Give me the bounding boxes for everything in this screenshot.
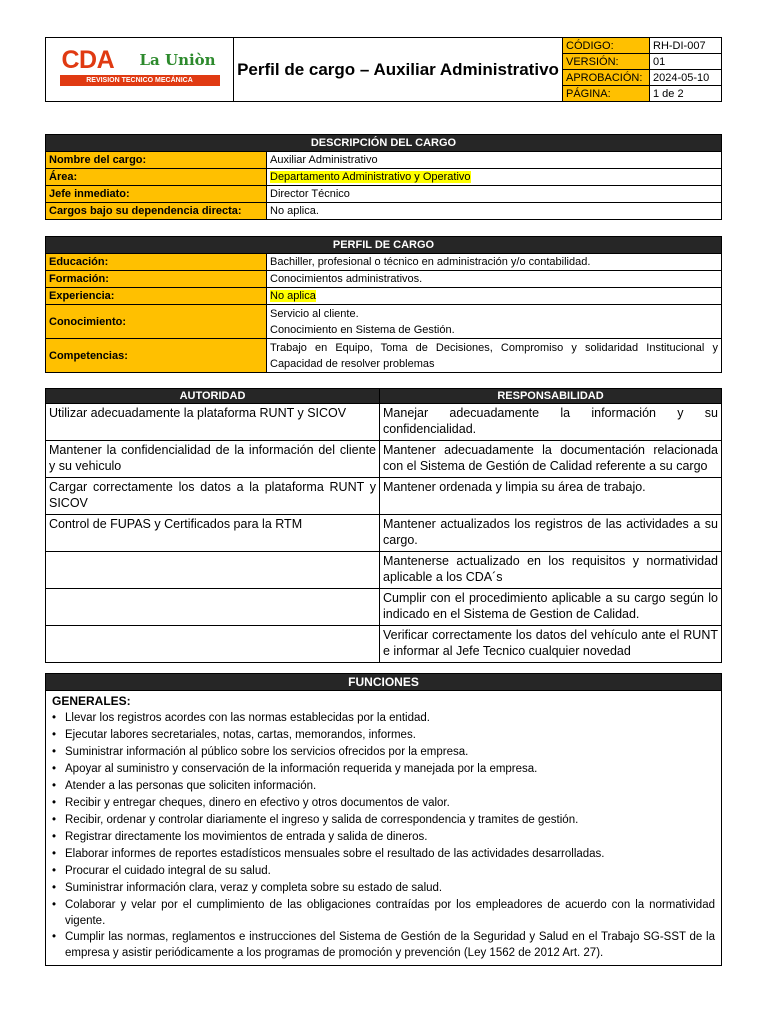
list-item: • Suministrar información al público sobre los servicios ofrecidos por la empresa.: [52, 744, 715, 761]
list-item: • Registrar directamente los movimientos de entrada y salida de dineros.: [52, 829, 715, 846]
list-item: • Atender a las personas que soliciten información.: [52, 778, 715, 795]
row-value-area-cell: [267, 169, 722, 186]
autoridad-cell: Utilizar adecuadamente la plataforma RUNT y SICOV: [46, 404, 380, 441]
perfil-heading: PERFIL DE CARGO: [46, 237, 722, 254]
row-label-area: Área:: [46, 169, 267, 186]
autoridad-cell: [46, 626, 380, 663]
responsabilidad-cell: Mantener actualizados los registros de las actividades a su cargo.: [380, 515, 722, 552]
list-item: • Colaborar y velar por el cumplimiento de las obligaciones contraídas por los empleadores de acuerdo con la normatividad vigente.: [52, 897, 715, 929]
table-row: [46, 441, 722, 478]
meta-value-version: 01: [650, 54, 722, 70]
responsabilidad-cell: Mantener adecuadamente la documentación relacionada con el Sistema de Gestión de Calidad referente a su cargo: [380, 441, 722, 478]
autoridad-heading: AUTORIDAD: [46, 389, 380, 404]
table-row: [46, 515, 722, 552]
logo-tagline: REVISION TECNICO MECÁNICA: [60, 75, 220, 86]
list-item: • Suministrar información clara, veraz y completa sobre su estado de salud.: [52, 880, 715, 897]
conocimiento-line-1: Servicio al cliente.: [270, 307, 359, 320]
list-item: • Ejecutar labores secretariales, notas, cartas, memorandos, informes.: [52, 727, 715, 744]
logo-sub-text: La Uniòn: [139, 51, 216, 69]
document-header: [45, 37, 722, 102]
funciones-list: [52, 710, 715, 961]
row-value-cargos: No aplica.: [267, 203, 722, 220]
autoridad-cell: Control de FUPAS y Certificados para la RTM: [46, 515, 380, 552]
responsabilidad-cell: Verificar correctamente los datos del vehículo ante el RUNT e informar al Jefe Tecnico cualquier novedad: [380, 626, 722, 663]
responsabilidad-heading: RESPONSABILIDAD: [380, 389, 722, 404]
row-label-jefe: Jefe inmediato:: [46, 186, 267, 203]
row-value-experiencia-cell: [267, 288, 722, 305]
list-item: • Cumplir las normas, reglamentos e instrucciones del Sistema de Gestión de la Seguridad y Salud en el Trabajo SG-SST de la empresa y asistir periódicamente a los programas de promoción y prevención (Ley 1562 de 2012 Art. 27).: [52, 929, 715, 961]
responsabilidad-cell: Manejar adecuadamente la información y su confidencialidad.: [380, 404, 722, 441]
autoridad-cell: Cargar correctamente los datos a la plataforma RUNT y SICOV: [46, 478, 380, 515]
meta-value-codigo: RH-DI-007: [650, 38, 722, 54]
row-label-cargos: Cargos bajo su dependencia directa:: [46, 203, 267, 220]
table-row: [46, 589, 722, 626]
conocimiento-line-2: Conocimiento en Sistema de Gestión.: [270, 323, 455, 336]
table-row: [46, 552, 722, 589]
autoridad-cell: [46, 589, 380, 626]
row-value-conocimiento: [267, 305, 722, 339]
meta-value-pagina: 1 de 2: [650, 86, 722, 102]
row-label-educacion: Educación:: [46, 254, 267, 271]
row-value-educacion: Bachiller, profesional o técnico en administración y/o contabilidad.: [267, 254, 722, 271]
row-label-nombre: Nombre del cargo:: [46, 152, 267, 169]
row-value-nombre: Auxiliar Administrativo: [267, 152, 722, 169]
row-label-experiencia: Experiencia:: [46, 288, 267, 305]
funciones-heading-table: [45, 673, 722, 691]
responsabilidad-cell: Cumplir con el procedimiento aplicable a su cargo según lo indicado en el Sistema de Gestion de Calidad.: [380, 589, 722, 626]
meta-key-codigo: CÓDIGO:: [563, 38, 650, 54]
row-label-competencias: Competencias:: [46, 339, 267, 373]
row-value-formacion: Conocimientos administrativos.: [267, 271, 722, 288]
document-title: Perfil de cargo – Auxiliar Administrativo: [234, 38, 563, 102]
table-row: [46, 626, 722, 663]
list-item: • Apoyar al suministro y conservación de la información requerida y manejada por la empresa.: [52, 761, 715, 778]
descripcion-table: [45, 134, 722, 220]
row-value-area: Departamento Administrativo y Operativo: [270, 171, 471, 183]
descripcion-heading: DESCRIPCIÓN DEL CARGO: [46, 135, 722, 152]
meta-key-version: VERSIÓN:: [563, 54, 650, 70]
funciones-section: [45, 673, 722, 966]
row-label-formacion: Formación:: [46, 271, 267, 288]
table-row: [46, 404, 722, 441]
funciones-body: [45, 691, 722, 966]
meta-value-aprobacion: 2024-05-10: [650, 70, 722, 86]
row-value-competencias: Trabajo en Equipo, Toma de Decisiones, Compromiso y solidaridad Institucional y Capacidad de resolver problemas: [267, 339, 722, 373]
perfil-table: [45, 236, 722, 373]
list-item: • Llevar los registros acordes con las normas establecidas por la entidad.: [52, 710, 715, 727]
list-item: • Recibir, ordenar y controlar diariamente el ingreso y salida de correspondencia y tramites de gestión.: [52, 812, 715, 829]
autoridad-cell: Mantener la confidencialidad de la información del cliente y su vehiculo: [46, 441, 380, 478]
responsabilidad-cell: Mantener ordenada y limpia su área de trabajo.: [380, 478, 722, 515]
company-logo: [60, 46, 220, 88]
funciones-subheading: GENERALES:: [52, 694, 131, 708]
meta-key-pagina: PÁGINA:: [563, 86, 650, 102]
autoridad-responsabilidad-table: [45, 388, 722, 663]
autoridad-cell: [46, 552, 380, 589]
list-item: • Recibir y entregar cheques, dinero en efectivo y otros documentos de valor.: [52, 795, 715, 812]
logo-main-text: CDA: [61, 46, 115, 74]
list-item: • Procurar el cuidado integral de su salud.: [52, 863, 715, 880]
funciones-heading: FUNCIONES: [46, 674, 722, 691]
row-value-experiencia: No aplica: [270, 290, 316, 302]
row-label-conocimiento: Conocimiento:: [46, 305, 267, 339]
logo-cell: [46, 38, 234, 102]
row-value-jefe: Director Técnico: [267, 186, 722, 203]
table-row: [46, 478, 722, 515]
responsabilidad-cell: Mantenerse actualizado en los requisitos y normatividad aplicable a los CDA´s: [380, 552, 722, 589]
meta-key-aprobacion: APROBACIÓN:: [563, 70, 650, 86]
list-item: • Elaborar informes de reportes estadísticos mensuales sobre el resultado de las actividades desarrolladas.: [52, 846, 715, 863]
